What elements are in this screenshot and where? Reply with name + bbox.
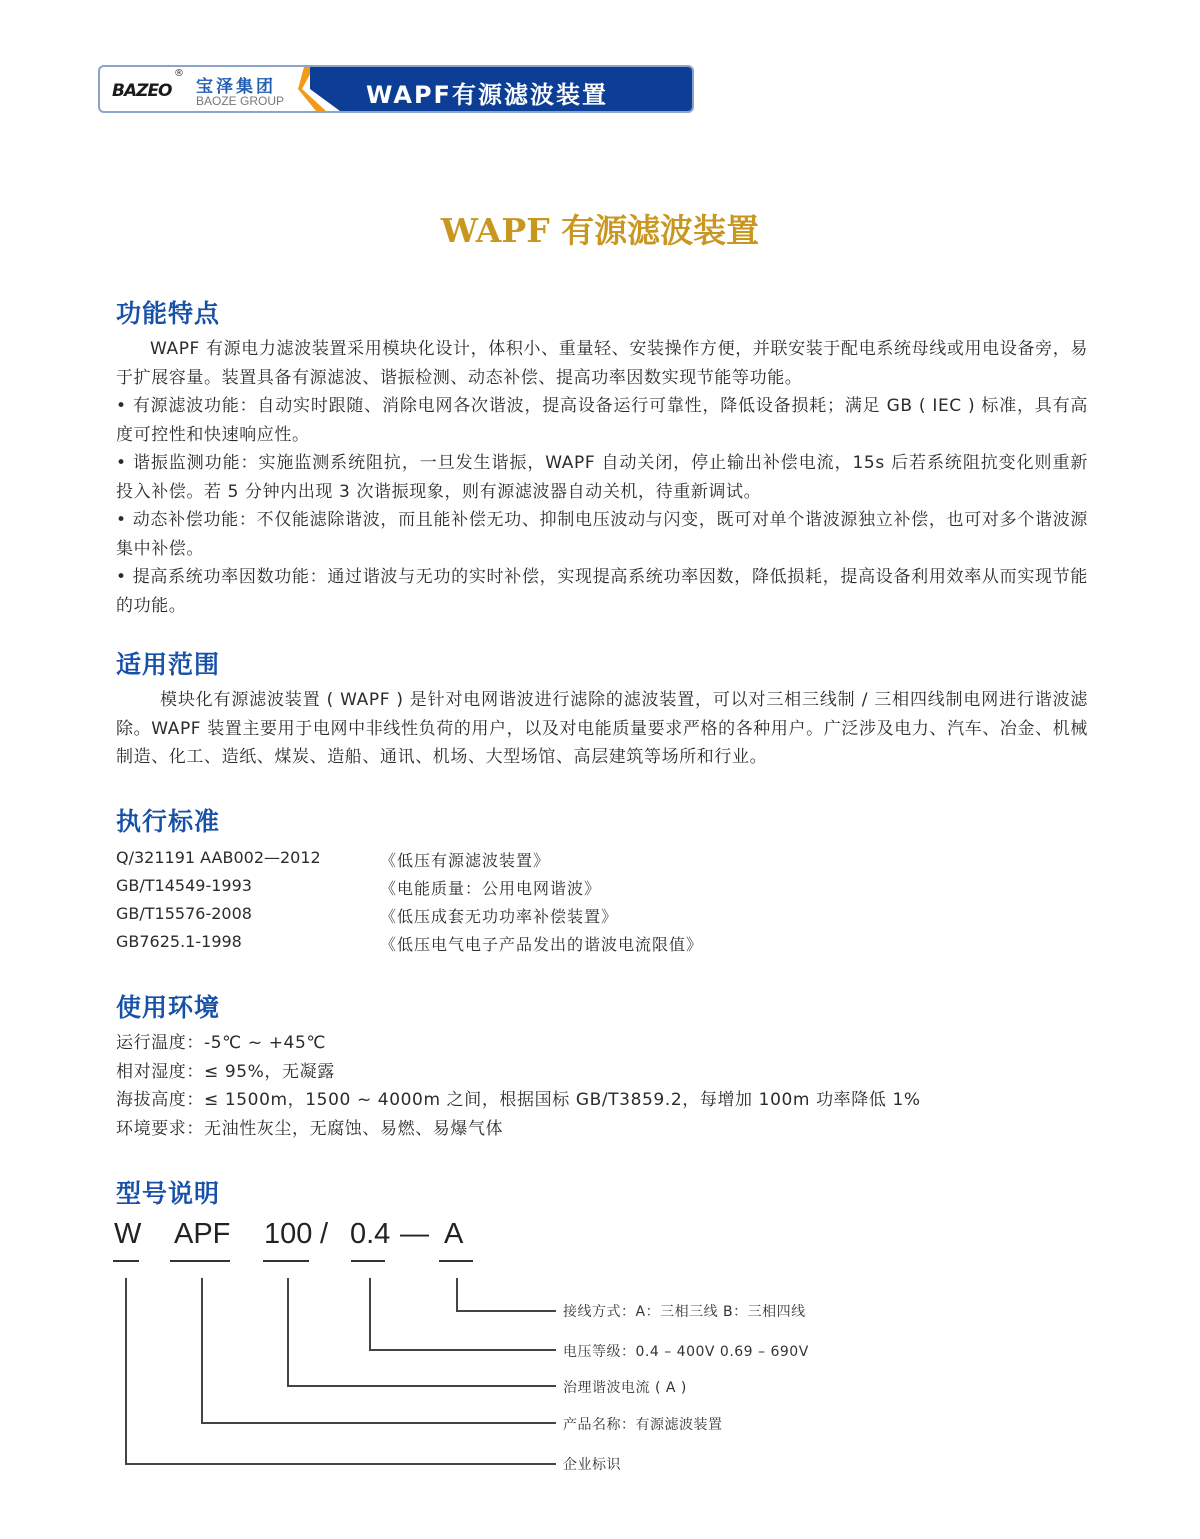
features-body — [116, 335, 1088, 620]
feature-bullet: • 谐振监测功能：实施监测系统阻抗，一旦发生谐振，WAPF 自动关闭，停止输出补偿电流，15s 后若系统阻抗变化则重新投入补偿。若 5 分钟内出现 3 次谐振现象，则有源滤波器自动关机，待重新调试。 — [116, 453, 1088, 502]
banner-title: WAPF有源滤波装置 — [366, 81, 608, 109]
model-part-current: 100 — [264, 1218, 313, 1250]
section-heading-scope: 适用范围 — [116, 650, 221, 679]
section-heading-features: 功能特点 — [116, 299, 221, 328]
connector-line — [287, 1278, 289, 1386]
connector-line — [456, 1310, 556, 1312]
underline — [439, 1260, 473, 1262]
environment-item: 运行温度：-5℃ ~ +45℃ — [116, 1033, 327, 1053]
standard-name: 《低压成套无功功率补偿装置》 — [380, 907, 619, 926]
underline — [170, 1260, 230, 1262]
standard-code: GB/T15576-2008 — [116, 904, 252, 923]
model-part-voltage: 0.4 — [350, 1218, 391, 1250]
company-name-cn: 宝泽集团 — [196, 77, 276, 97]
standard-name: 《电能质量：公用电网谐波》 — [380, 879, 602, 898]
connector-line — [201, 1422, 556, 1424]
connector-line — [125, 1463, 556, 1465]
underline — [113, 1260, 139, 1262]
registered-mark: ® — [174, 68, 184, 79]
model-label-company: 企业标识 — [563, 1457, 621, 1473]
feature-bullet: • 有源滤波功能：自动实时跟随、消除电网各次谐波，提高设备运行可靠性，降低设备损耗；满足 GB ( IEC ) 标准，具有高度可控性和快速响应性。 — [116, 396, 1088, 445]
header-banner — [98, 65, 694, 113]
model-label-wiring: 接线方式：A：三相三线 B：三相四线 — [563, 1304, 806, 1320]
underline — [263, 1260, 309, 1262]
model-label-current: 治理谐波电流 ( A ) — [563, 1380, 687, 1396]
scope-body — [116, 686, 1088, 772]
environment-item: 环境要求：无油性灰尘，无腐蚀、易燃、易爆气体 — [116, 1118, 504, 1139]
scope-text: 模块化有源滤波装置 ( WAPF ) 是针对电网谐波进行滤除的滤波装置，可以对三相三线制 / 三相四线制电网进行谐波滤除。WAPF 装置主要用于电网中非线性负荷的用户，以及对电能质量要求严格的各种用户。广泛涉及电力、汽车、冶金、机械制造、化工、造纸、煤炭、造船、通讯、机场、大型场馆、高层建筑等场所和行业。 — [116, 690, 1088, 767]
model-label-voltage: 电压等级：0.4 – 400V 0.69 – 690V — [563, 1344, 809, 1360]
connector-line — [201, 1278, 203, 1423]
page-title: WAPF 有源滤波装置 — [440, 211, 760, 250]
section-heading-standards: 执行标准 — [116, 807, 221, 836]
standard-code: GB/T14549-1993 — [116, 876, 252, 895]
model-separator-slash: / — [320, 1218, 329, 1250]
model-part-wiring: A — [444, 1218, 464, 1250]
connector-line — [369, 1349, 556, 1351]
environment-item: 海拔高度：≤ 1500m，1500 ~ 4000m 之间，根据国标 GB/T3859.2，每增加 100m 功率降低 1% — [116, 1090, 921, 1110]
environment-list — [116, 1029, 921, 1143]
connector-line — [456, 1278, 458, 1311]
connector-line — [369, 1278, 371, 1350]
company-logo — [112, 81, 172, 101]
model-separator-dash: — — [400, 1218, 429, 1250]
section-heading-environment: 使用环境 — [116, 993, 221, 1022]
environment-item: 相对湿度：≤ 95%，无凝露 — [116, 1061, 335, 1082]
model-part-w: W — [114, 1218, 142, 1250]
features-intro: WAPF 有源电力滤波装置采用模块化设计，体积小、重量轻、安装操作方便，并联安装于配电系统母线或用电设备旁，易于扩展容量。装置具备有源滤波、谐振检测、动态补偿、提高功率因数实现节能等功能。 — [116, 339, 1088, 388]
section-heading-model: 型号说明 — [116, 1179, 221, 1208]
model-label-product: 产品名称：有源滤波装置 — [563, 1417, 723, 1433]
standard-code: Q/321191 AAB002—2012 — [116, 848, 321, 867]
connector-line — [125, 1278, 127, 1464]
standard-name: 《低压有源滤波装置》 — [380, 851, 551, 870]
connector-line — [287, 1385, 556, 1387]
standard-code: GB7625.1-1998 — [116, 932, 242, 951]
standard-name: 《低压电气电子产品发出的谐波电流限值》 — [380, 935, 704, 954]
model-part-apf: APF — [174, 1218, 231, 1250]
underline — [351, 1260, 385, 1262]
feature-bullet: • 动态补偿功能：不仅能滤除谐波，而且能补偿无功、抑制电压波动与闪变，既可对单个谐波源独立补偿，也可对多个谐波源集中补偿。 — [116, 510, 1088, 559]
feature-bullet: • 提高系统功率因数功能：通过谐波与无功的实时补偿，实现提高系统功率因数，降低损耗，提高设备利用效率从而实现节能的功能。 — [116, 567, 1088, 616]
logo-mark-text: BAZEO — [112, 81, 172, 101]
company-name-en: BAOZE GROUP — [196, 94, 285, 108]
